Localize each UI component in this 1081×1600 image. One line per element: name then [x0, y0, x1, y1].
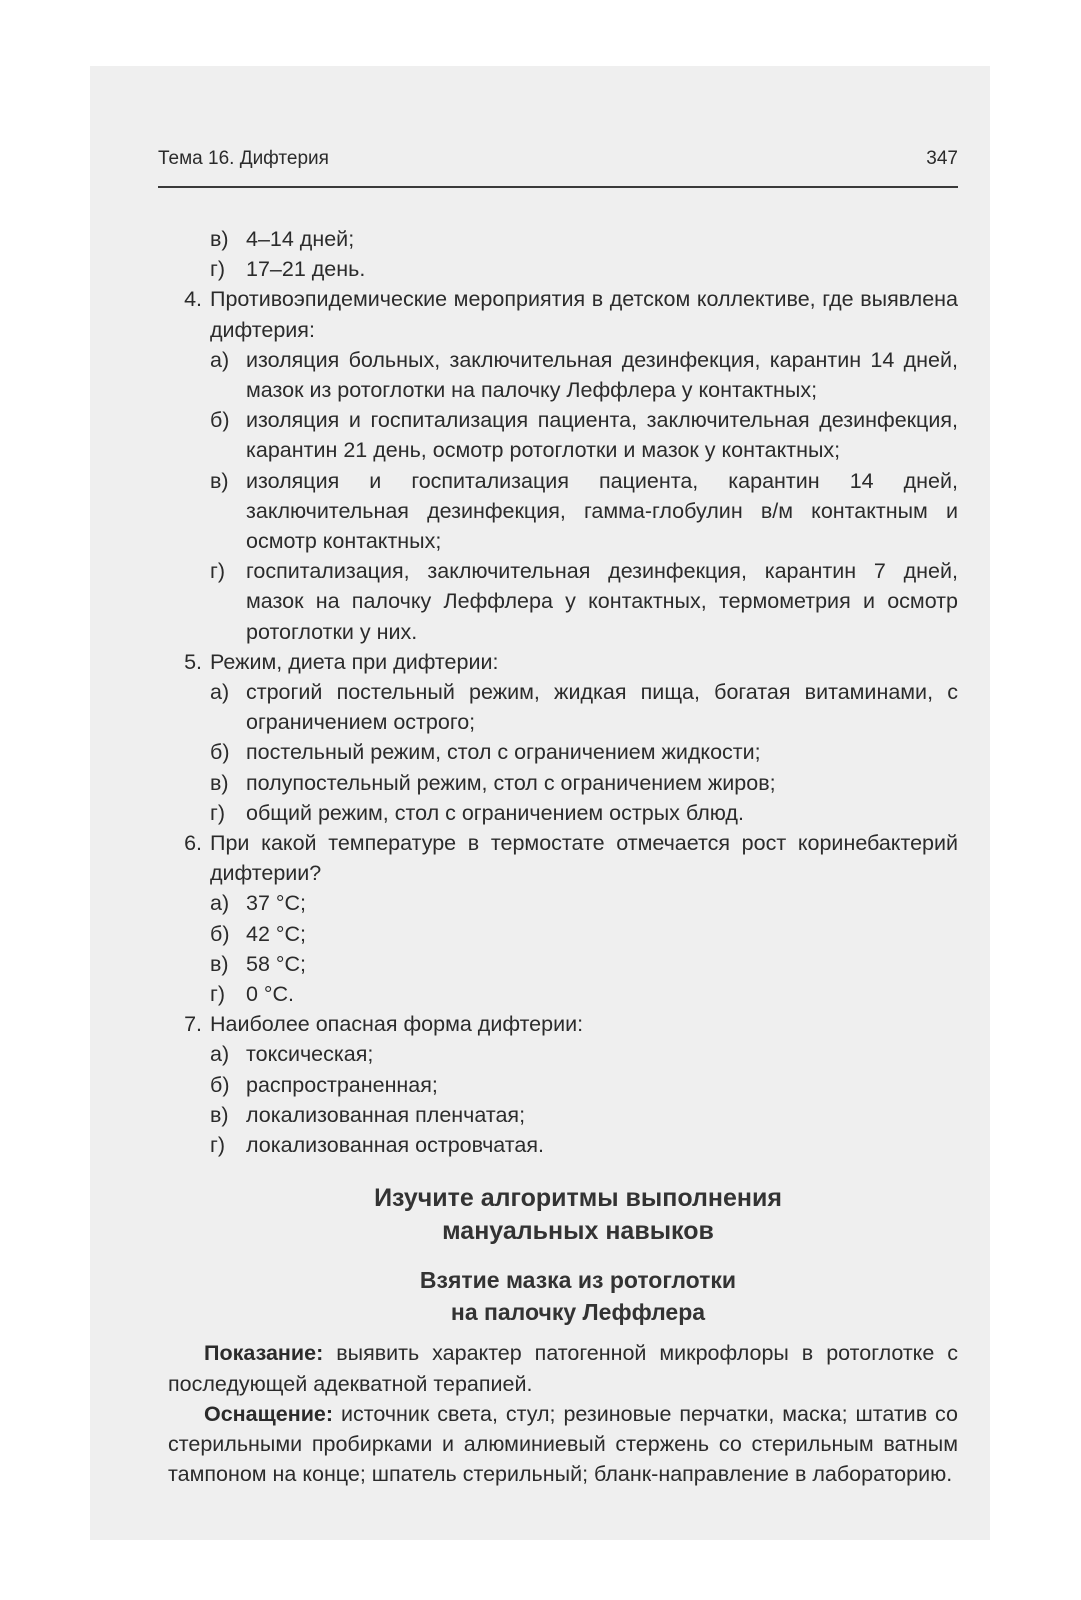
indication-label: Показание:	[204, 1341, 324, 1366]
question-stem	[168, 828, 958, 888]
option	[168, 798, 958, 828]
question-text: При какой температуре в термостате отмечается рост коринебактерий дифтерии?	[210, 831, 958, 886]
question-3-tail	[168, 224, 958, 284]
section-heading-line: Изучите алгоритмы выполнения	[374, 1184, 782, 1213]
option	[168, 466, 958, 557]
option	[168, 1039, 958, 1069]
page-number: 347	[926, 148, 958, 169]
question-7	[168, 1009, 958, 1160]
option-text: распространенная;	[246, 1072, 438, 1097]
page-body	[168, 224, 958, 1489]
option-text: локализованная островчатая.	[246, 1133, 544, 1158]
question-text: Противоэпидемические мероприятия в детском коллективе, где выявлена дифтерия:	[210, 287, 958, 342]
option	[168, 224, 958, 254]
option	[168, 888, 958, 918]
option-text: изоляция и госпитализация пациента, заключительная дезинфекция, карантин 21 день, осмотр ротоглотки и мазок у контактных;	[246, 408, 958, 463]
option-letter: г)	[210, 1133, 226, 1158]
option-text: 4–14 дней;	[246, 227, 355, 251]
option	[168, 1070, 958, 1100]
subsection-heading	[168, 1264, 958, 1328]
question-6	[168, 828, 958, 1009]
option-text: 17–21 день.	[246, 257, 366, 282]
option-letter: а)	[210, 347, 230, 372]
question-text: Наиболее опасная форма дифтерии:	[210, 1012, 584, 1037]
subsection-heading-line: на палочку Леффлера	[450, 1299, 706, 1326]
option-letter: а)	[210, 680, 230, 705]
option-text: изоляция больных, заключительная дезинфекция, карантин 14 дней, мазок из ротоглотки на палочку Леффлера у контактных;	[246, 347, 958, 403]
option-text: 58 °С;	[246, 951, 306, 976]
question-number: 5.	[184, 649, 202, 674]
equipment-paragraph	[168, 1399, 958, 1490]
option-letter: г)	[210, 257, 226, 282]
option	[168, 556, 958, 647]
option-letter: а)	[210, 1042, 230, 1067]
option-text: постельный режим, стол с ограничением жидкости;	[246, 740, 761, 765]
header-rule	[158, 186, 958, 188]
option-text: госпитализация, заключительная дезинфекция, карантин 7 дней, мазок на палочку Леффлера у контактных, термометрия и осмотр ротоглотки у них.	[246, 559, 958, 644]
option-letter: г)	[210, 559, 226, 584]
question-5	[168, 647, 958, 828]
option	[168, 979, 958, 1009]
indication-text: выявить характер патогенной микрофлоры в ротоглотке с последующей адекватной терапией.	[168, 1341, 958, 1396]
question-number: 6.	[184, 831, 202, 856]
chapter-title: Тема 16. Дифтерия	[158, 148, 329, 169]
option	[168, 1130, 958, 1160]
indication-paragraph	[168, 1338, 958, 1398]
running-header	[158, 148, 958, 178]
equipment-label: Оснащение:	[204, 1401, 334, 1426]
option-letter: г)	[210, 800, 226, 825]
option-letter: б)	[210, 740, 230, 765]
option-letter: б)	[210, 1072, 230, 1097]
option-letter: а)	[210, 891, 230, 916]
option-text: 42 °С;	[246, 921, 306, 946]
option-text: полупостельный режим, стол с ограничением жиров;	[246, 770, 776, 795]
option-letter: в)	[210, 1102, 229, 1127]
question-stem	[168, 647, 958, 677]
option	[168, 768, 958, 798]
question-number: 4.	[184, 287, 202, 312]
option-text: локализованная пленчатая;	[246, 1102, 526, 1127]
subsection-heading-line: Взятие мазка из ротоглотки	[419, 1267, 737, 1294]
option	[168, 1100, 958, 1130]
question-stem	[168, 284, 958, 344]
section-heading-line: мануальных навыков	[442, 1217, 714, 1246]
option-letter: б)	[210, 921, 230, 946]
option-text: изоляция и госпитализация пациента, карантин 14 дней, заключительная дезинфекция, гамма-глобулин в/м контактным и осмотр контактных;	[246, 468, 958, 554]
option-text: общий режим, стол с ограничением острых блюд.	[246, 800, 744, 825]
equipment-text: источник света, стул; резиновые перчатки, маска; штатив со стерильными пробирками и алюминиевый стержень со стерильным ватным тампоном на конце; шпатель стерильный; бланк-направление в лабораторию.	[168, 1401, 958, 1487]
question-4	[168, 284, 958, 646]
option-letter: в)	[210, 227, 229, 251]
option	[168, 919, 958, 949]
option-text: 0 °С.	[246, 982, 295, 1007]
question-number: 7.	[184, 1012, 202, 1037]
option-letter: в)	[210, 951, 229, 976]
option-text: 37 °С;	[246, 891, 306, 916]
question-stem	[168, 1009, 958, 1039]
option-text: токсическая;	[246, 1042, 374, 1067]
section-heading	[168, 1182, 958, 1248]
option-letter: б)	[210, 408, 230, 433]
option	[168, 677, 958, 737]
option	[168, 949, 958, 979]
option	[168, 405, 958, 465]
option-letter: в)	[210, 468, 229, 493]
option-letter: в)	[210, 770, 229, 795]
option-text: строгий постельный режим, жидкая пища, богатая витаминами, с ограничением острого;	[246, 680, 958, 735]
option	[168, 345, 958, 405]
option-letter: г)	[210, 982, 226, 1007]
option	[168, 254, 958, 284]
question-text: Режим, диета при дифтерии:	[210, 649, 499, 674]
option	[168, 737, 958, 767]
